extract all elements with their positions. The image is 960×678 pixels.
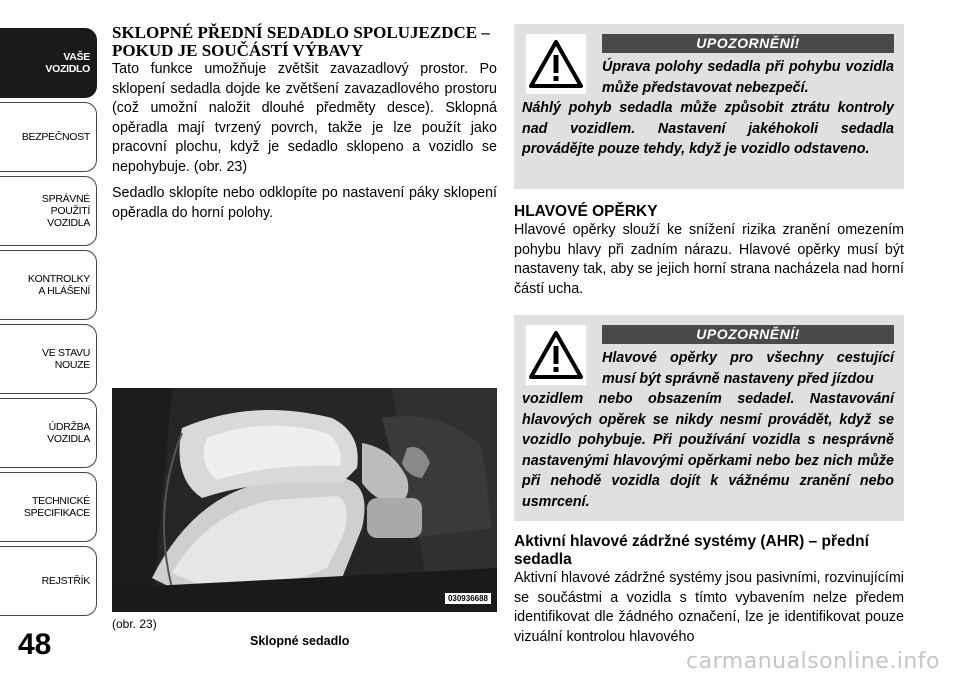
watermark: carmanualsonline.info xyxy=(686,649,940,674)
tab-vase-vozidlo[interactable]: VAŠE VOZIDLO xyxy=(0,28,97,98)
tab-rejstrik[interactable]: REJSTŘÍK xyxy=(0,546,97,616)
section-heading-headrests: HLAVOVÉ OPĚRKY xyxy=(514,203,658,220)
tab-ve-stavu-nouze[interactable]: VE STAVU NOUZE xyxy=(0,324,97,394)
warning-box-seat-adjust xyxy=(514,24,904,189)
warning-title: UPOZORNĚNÍ! xyxy=(602,34,894,53)
tab-kontrolky[interactable]: KONTROLKY A HLÁŠENÍ xyxy=(0,250,97,320)
section-heading-folding-seat: SKLOPNÉ PŘEDNÍ SEDADLO SPOLUJEZDCE – POKUD JE SOUČÁSTÍ VÝBAVY xyxy=(112,23,490,60)
warning-triangle-icon xyxy=(526,325,586,385)
ahr-paragraph: Aktivní hlavové zádržné systémy jsou pasivními, rozvinujícími se součástmi a vozidla s tímto vybavením nelze předem identifikovat dle žádného označení, lze je identifikovat pouze vizuální kontrolou hlavového xyxy=(514,570,904,645)
tab-bezpecnost[interactable]: BEZPEČNOST xyxy=(0,102,97,172)
warning-text-indented: Hlavové opěrky pro všechny cestující musí být správně nastaveny před jízdou xyxy=(602,350,894,387)
figure-reference: (obr. 23) xyxy=(112,617,157,631)
figure-folding-seat-photo xyxy=(112,388,497,612)
section-heading-ahr: Aktivní hlavové zádržné systémy (AHR) – přední sedadla xyxy=(514,533,869,568)
seat-photo-illustration xyxy=(112,388,497,612)
warning-text-rest: Náhlý pohyb sedadla může způsobit ztrátu kontroly nad vozidlem. Nastavení jakéhokoli sedadla provádějte pouze tehdy, když je vozidlo odstaveno. xyxy=(522,100,894,157)
tab-technicke-specifikace[interactable]: TECHNICKÉ SPECIFIKACE xyxy=(0,472,97,542)
warning-text-rest: vozidlem nebo obsazením sedadel. Nastavování hlavových opěrek se nikdy nesmí provádět, když se vozidlo pohybuje. Při používání vozidla s nesprávně nastavenými hlavovými opěrkami nebo bez nich může při nehodě vozidla dojít k vážnému zranění nebo usmrcení. xyxy=(522,391,894,510)
folding-seat-paragraph-2: Sedadlo sklopíte nebo odklopíte po nastavení páky sklopení opěradla do horní polohy. xyxy=(112,185,497,221)
warning-box-headrests xyxy=(514,315,904,521)
folding-seat-paragraph-1: Tato funkce umožňuje zvětšit zavazadlový prostor. Po sklopení sedadla dojde ke zvětšení zavazadlového prostoru (což umožní naložit dlouhé předměty desce). Sklopná opěradla mají tvrzený povrch, takže je lze použít jako pracovní plochu, když je sedadlo sklopeno a vozidlo se nepohybuje. (obr. 23) xyxy=(112,61,497,175)
tab-spravne-pouziti[interactable]: SPRÁVNÉ POUŽITÍ VOZIDLA xyxy=(0,176,97,246)
left-column xyxy=(112,24,497,223)
warning-title: UPOZORNĚNÍ! xyxy=(602,325,894,344)
figure-caption: Sklopné sedadlo xyxy=(250,634,350,648)
headrests-paragraph: Hlavové opěrky slouží ke snížení rizika zranění omezením pohybu hlavy při zadním nárazu. Hlavové opěrky musí být nastaveny tak, aby se jejich horní strana nacházela nad horní částí ucha. xyxy=(514,222,904,297)
figure-code: 030936688 xyxy=(445,593,491,604)
page-number: 48 xyxy=(18,628,52,661)
warning-triangle-icon xyxy=(526,34,586,94)
right-column xyxy=(514,24,904,647)
warning-text-indented: Úprava polohy sedadla při pohybu vozidla může představovat nebezpečí. xyxy=(602,59,894,96)
tab-udrzba[interactable]: ÚDRŽBA VOZIDLA xyxy=(0,398,97,468)
